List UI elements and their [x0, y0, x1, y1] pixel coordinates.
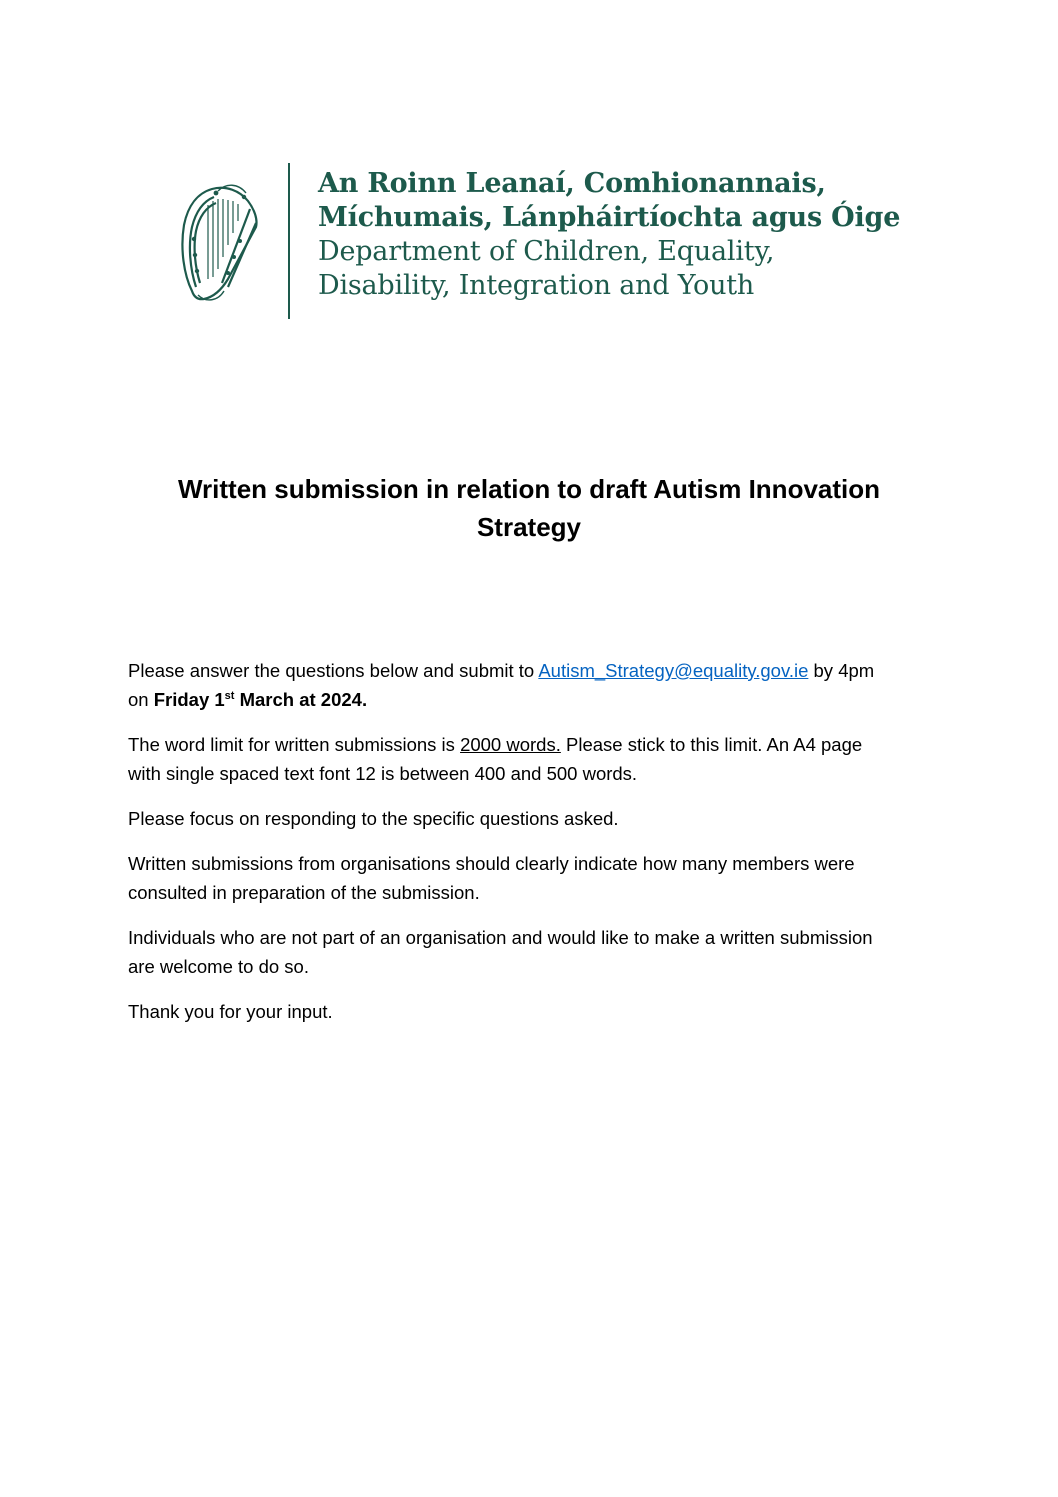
document-title	[110, 470, 948, 546]
submission-instructions-paragraph	[128, 656, 938, 714]
department-english-line-2: Disability, Integration and Youth	[318, 270, 755, 301]
focus-paragraph: Please focus on responding to the specific questions asked.	[128, 808, 619, 829]
title-line-1: Written submission in relation to draft Autism Innovation	[177, 474, 881, 504]
department-english-line-1: Department of Children, Equality,	[318, 236, 775, 267]
individuals-paragraph	[128, 923, 938, 981]
individuals-line-1: Individuals who are not part of an organisation and would like to make a written submission	[128, 927, 873, 948]
word-limit-paragraph	[128, 730, 938, 788]
thank-you-paragraph: Thank you for your input.	[128, 1001, 333, 1022]
word-limit-value: 2000 words.	[460, 734, 561, 755]
deadline-date	[154, 689, 367, 710]
word-limit-text: The word limit for written submissions is	[128, 734, 461, 755]
department-irish-line-2: Míchumais, Lánpháirtíochta agus Óige	[318, 202, 901, 233]
organisations-line-1: Written submissions from organisations should clearly indicate how many members were	[128, 853, 855, 874]
submission-email-link[interactable]: Autism_Strategy@equality.gov.ie	[538, 660, 809, 681]
organisations-line-2: consulted in preparation of the submission.	[128, 882, 480, 903]
deadline-prefix: on	[128, 689, 154, 710]
submission-deadline-time: by 4pm	[808, 660, 875, 681]
logo-divider	[288, 163, 290, 319]
word-limit-guidance: with single spaced text font 12 is between 400 and 500 words.	[128, 763, 638, 784]
department-irish-line-1: An Roinn Leanaí, Comhionannais,	[318, 168, 826, 199]
department-logo	[178, 163, 901, 319]
title-line-2: Strategy	[476, 512, 582, 542]
organisations-paragraph	[128, 849, 938, 907]
instructions	[128, 656, 938, 1042]
individuals-line-2: are welcome to do so.	[128, 956, 309, 977]
submission-instructions-text: Please answer the questions below and submit to	[128, 660, 539, 681]
harp-icon	[178, 179, 262, 305]
word-limit-note: Please stick to this limit. An A4 page	[560, 734, 863, 755]
department-name	[318, 167, 901, 303]
deadline-date-suffix: st	[224, 689, 235, 702]
deadline-date-month-year: March at 2024.	[234, 689, 368, 710]
deadline-date-day: Friday 1	[153, 689, 225, 710]
